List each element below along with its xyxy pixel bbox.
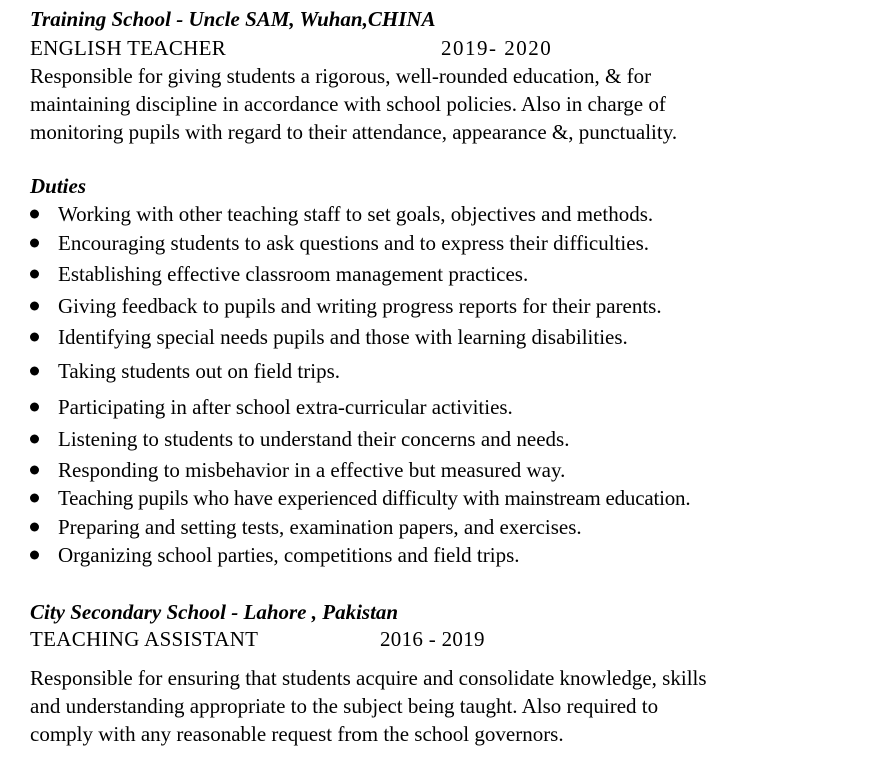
- bullet-icon: [30, 494, 39, 503]
- duty-item: [30, 394, 513, 420]
- job2-summary: [30, 664, 707, 748]
- bullet-icon: [30, 435, 39, 444]
- duty-item: [30, 542, 520, 568]
- job1-role-title: ENGLISH TEACHER: [30, 36, 227, 60]
- bullet-icon: [30, 210, 39, 219]
- job2-years: 2016 - 2019: [380, 627, 485, 651]
- job2-role-title: TEACHING ASSISTANT: [30, 627, 259, 651]
- duty-item: [30, 426, 569, 452]
- duty-item: [30, 201, 653, 227]
- job1-years: 2019- 2020: [441, 36, 553, 60]
- bullet-icon: [30, 551, 39, 560]
- bullet-icon: [30, 239, 39, 248]
- job1-summary: [30, 62, 677, 146]
- duty-text: Organizing school parties, competitions and field trips.: [58, 543, 520, 567]
- job1-summary-line: maintaining discipline in accordance with school policies. Also in charge of: [30, 92, 666, 116]
- duty-item: [30, 514, 582, 540]
- job1-summary-line: monitoring pupils with regard to their attendance, appearance &, punctuality.: [30, 120, 678, 144]
- duty-text: Participating in after school extra-curricular activities.: [58, 395, 513, 419]
- job2-summary-line: comply with any reasonable request from the school governors.: [30, 722, 564, 746]
- duty-text: Listening to students to understand their concerns and needs.: [58, 427, 570, 451]
- job2-summary-line: Responsible for ensuring that students acquire and consolidate knowledge, skills: [30, 666, 707, 690]
- job1-summary-line: Responsible for giving students a rigorous, well-rounded education, & for: [30, 64, 652, 88]
- bullet-icon: [30, 333, 39, 342]
- bullet-icon: [30, 367, 39, 376]
- duties-heading: Duties: [30, 174, 87, 198]
- duty-text: Preparing and setting tests, examination papers, and exercises.: [58, 515, 582, 539]
- duty-text: Identifying special needs pupils and those with learning disabilities.: [58, 325, 628, 349]
- duty-item: [30, 261, 528, 287]
- duty-text: Taking students out on field trips.: [58, 359, 341, 383]
- duty-item: [30, 293, 662, 319]
- job1-role-line: [30, 34, 850, 62]
- duty-text: Working with other teaching staff to set goals, objectives and methods.: [58, 202, 654, 226]
- duty-text: Giving feedback to pupils and writing progress reports for their parents.: [58, 294, 662, 318]
- bullet-icon: [30, 302, 39, 311]
- duty-item: [30, 485, 690, 511]
- duty-item: [30, 324, 628, 350]
- duty-item: [30, 358, 340, 384]
- bullet-icon: [30, 466, 39, 475]
- duty-text: Responding to misbehavior in a effective but measured way.: [58, 458, 566, 482]
- duty-text: Establishing effective classroom management practices.: [58, 262, 529, 286]
- job1-school-heading: Training School - Uncle SAM, Wuhan,CHINA: [30, 7, 436, 31]
- job2-role-line: [30, 625, 850, 653]
- job2-school-heading: City Secondary School - Lahore , Pakistan: [30, 600, 399, 624]
- job2-summary-line: and understanding appropriate to the subject being taught. Also required to: [30, 694, 659, 718]
- duty-text: Teaching pupils who have experienced difficulty with mainstream education.: [58, 486, 691, 510]
- duty-item: [30, 457, 565, 483]
- bullet-icon: [30, 403, 39, 412]
- bullet-icon: [30, 523, 39, 532]
- duty-text: Encouraging students to ask questions and to express their difficulties.: [58, 231, 650, 255]
- bullet-icon: [30, 270, 39, 279]
- duty-item: [30, 230, 649, 256]
